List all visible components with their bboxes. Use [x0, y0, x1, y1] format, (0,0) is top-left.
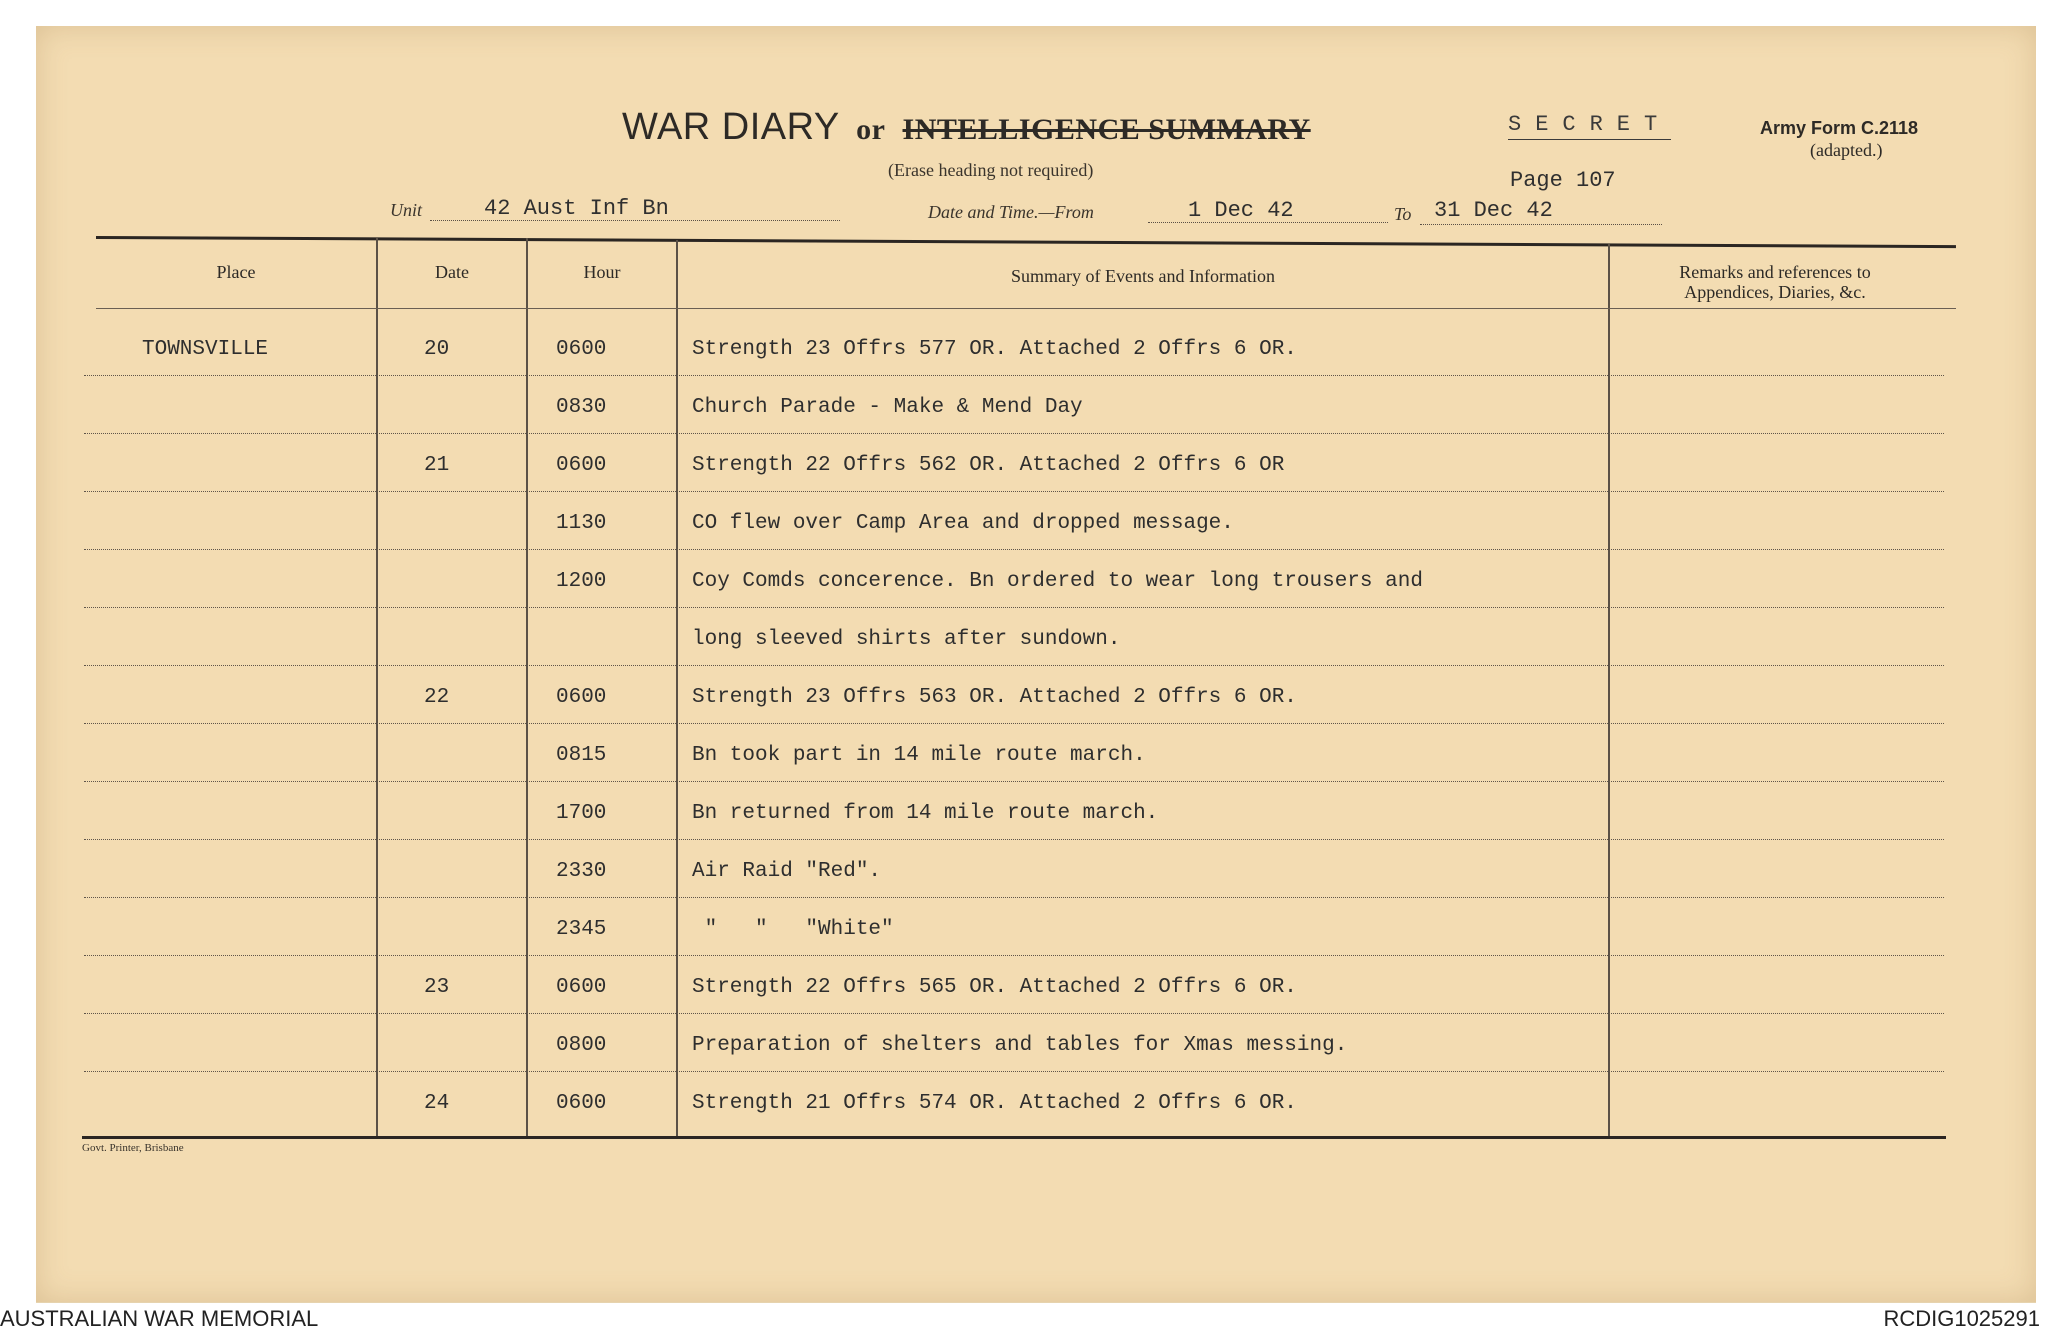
table-row	[84, 492, 1944, 550]
entry-date: 21	[424, 454, 450, 477]
header-underline	[96, 308, 1956, 309]
table-row	[84, 608, 1944, 666]
table-row	[84, 318, 1944, 376]
entry-summary: Strength 22 Offrs 562 OR. Attached 2 Offrs 6 OR	[692, 454, 1285, 477]
remarks-header-line1: Remarks and references to	[1679, 262, 1871, 282]
entry-summary: Coy Comds concerence. Bn ordered to wear long trousers and	[692, 570, 1423, 593]
entry-summary: " " "White"	[692, 918, 894, 941]
title-main: WAR DIARY	[622, 106, 840, 148]
table-row	[84, 1014, 1944, 1072]
table-row	[84, 956, 1944, 1014]
to-line	[1420, 224, 1662, 225]
entry-date: 23	[424, 976, 450, 999]
table-row	[84, 840, 1944, 898]
entry-hour: 0600	[556, 976, 607, 999]
date-to-value: 31 Dec 42	[1434, 198, 1553, 223]
entry-date: 22	[424, 686, 450, 709]
entry-date: 20	[424, 338, 450, 361]
entry-hour: 0600	[556, 686, 607, 709]
entry-place: TOWNSVILLE	[142, 338, 269, 361]
entry-hour: 0600	[556, 1092, 607, 1115]
date-from-label: Date and Time.—From	[928, 202, 1094, 222]
printer-credit: Govt. Printer, Brisbane	[82, 1142, 184, 1154]
column-header-remarks	[1610, 262, 1940, 302]
table-row	[84, 434, 1944, 492]
entry-hour: 1130	[556, 512, 607, 535]
table-row	[84, 1072, 1944, 1130]
table-row	[84, 724, 1944, 782]
date-from-value: 1 Dec 42	[1188, 198, 1294, 223]
date-to-label: To	[1394, 204, 1412, 224]
title-struck: INTELLIGENCE SUMMARY	[902, 113, 1311, 146]
table-row	[84, 782, 1944, 840]
classification-stamp: SECRET	[1508, 112, 1671, 140]
table-bottom-rule	[82, 1136, 1946, 1139]
entry-hour: 2330	[556, 860, 607, 883]
entry-summary: Strength 22 Offrs 565 OR. Attached 2 Offrs 6 OR.	[692, 976, 1297, 999]
remarks-header-line2: Appendices, Diaries, &c.	[1684, 282, 1866, 302]
entry-date: 24	[424, 1092, 450, 1115]
entry-hour: 0830	[556, 396, 607, 419]
archive-credit: AUSTRALIAN WAR MEMORIAL	[0, 1306, 319, 1331]
erase-note: (Erase heading not required)	[888, 160, 1094, 180]
army-form-number: Army Form C.2118	[1760, 118, 1919, 138]
entry-summary: Strength 23 Offrs 577 OR. Attached 2 Offrs 6 OR.	[692, 338, 1297, 361]
unit-label: Unit	[390, 200, 423, 220]
column-header-place: Place	[216, 262, 256, 282]
entry-hour: 0800	[556, 1034, 607, 1057]
entry-hour: 0815	[556, 744, 607, 767]
entry-hour: 2345	[556, 918, 607, 941]
entry-summary: long sleeved shirts after sundown.	[692, 628, 1121, 651]
column-header-summary: Summary of Events and Information	[1011, 266, 1275, 286]
archive-reference: RCDIG1025291	[1883, 1306, 2040, 1331]
table-row	[84, 898, 1944, 956]
table-row	[84, 550, 1944, 608]
entry-summary: Bn returned from 14 mile route march.	[692, 802, 1159, 825]
unit-value: 42 Aust Inf Bn	[484, 196, 669, 221]
adapted-note: (adapted.)	[1810, 140, 1883, 160]
entry-hour: 0600	[556, 338, 607, 361]
table-row	[84, 376, 1944, 434]
entry-summary: Strength 23 Offrs 563 OR. Attached 2 Offrs 6 OR.	[692, 686, 1297, 709]
page-number: Page 107	[1510, 168, 1616, 193]
column-header-date: Date	[435, 262, 469, 282]
entry-summary: Bn took part in 14 mile route march.	[692, 744, 1146, 767]
entry-summary: Air Raid "Red".	[692, 860, 882, 883]
entry-summary: Preparation of shelters and tables for Xmas messing.	[692, 1034, 1348, 1057]
entry-summary: Strength 21 Offrs 574 OR. Attached 2 Offrs 6 OR.	[692, 1092, 1297, 1115]
form-title	[622, 106, 1311, 149]
column-header-hour: Hour	[583, 262, 621, 282]
entry-summary: Church Parade - Make & Mend Day	[692, 396, 1083, 419]
entry-hour: 0600	[556, 454, 607, 477]
entry-hour: 1200	[556, 570, 607, 593]
entry-summary: CO flew over Camp Area and dropped message.	[692, 512, 1234, 535]
title-or: or	[856, 113, 886, 146]
table-row	[84, 666, 1944, 724]
entry-hour: 1700	[556, 802, 607, 825]
